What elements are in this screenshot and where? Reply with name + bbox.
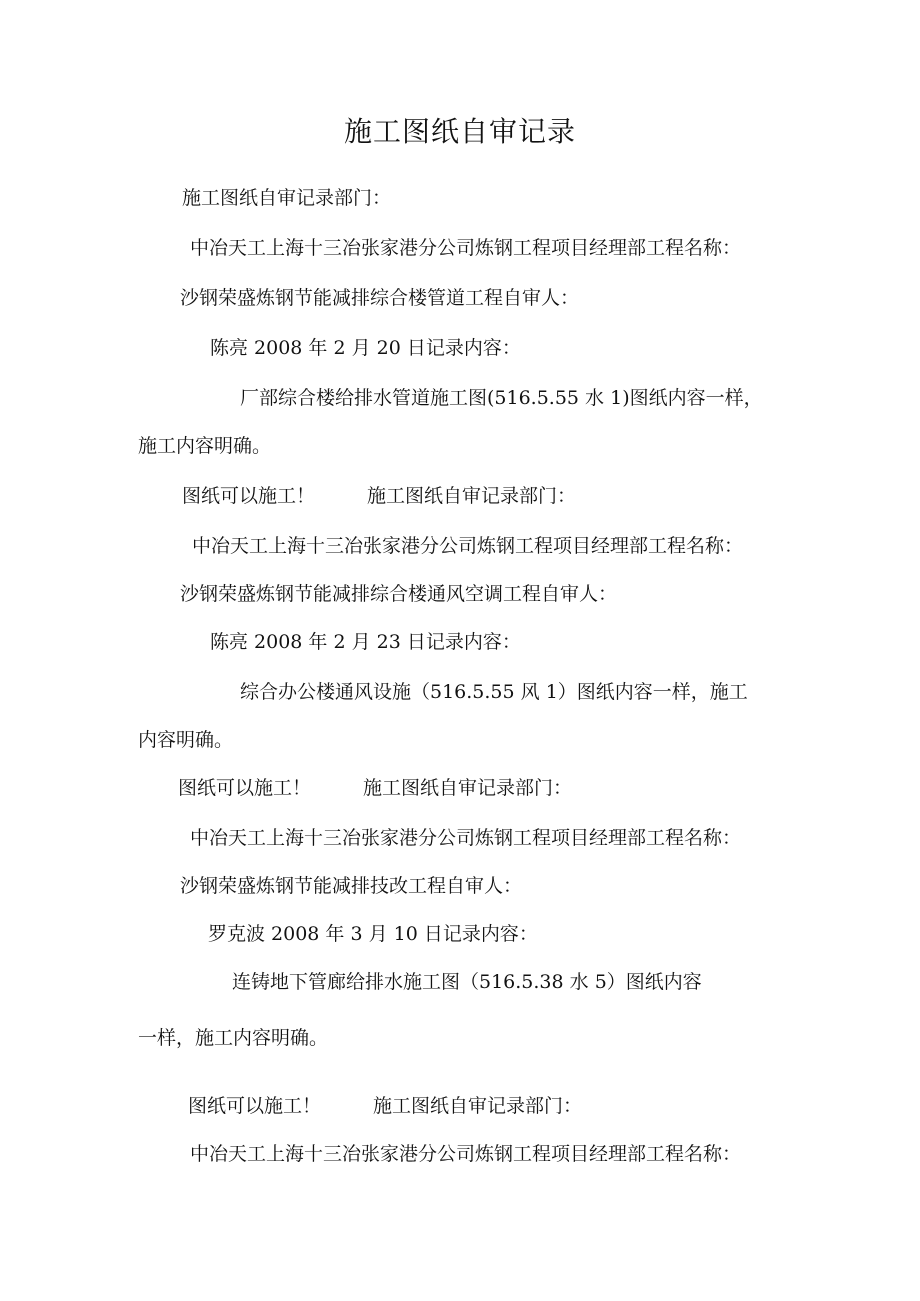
text-line: 沙钢荣盛炼钢节能减排技改工程自审人： [180, 875, 523, 897]
text-line [188, 1094, 582, 1118]
text-line: 施工图纸自审记录部门： [182, 187, 392, 209]
text-line: 中冶天工上海十三冶张家港分公司炼钢工程项目经理部工程名称： [190, 827, 742, 849]
text-line: 陈亮 2008 年 2 月 23 日记录内容： [210, 631, 521, 653]
text-line: 中冶天工上海十三冶张家港分公司炼钢工程项目经理部工程名称： [190, 237, 742, 259]
text-line: 内容明确。 [138, 729, 234, 751]
document-title: 施工图纸自审记录 [343, 115, 576, 148]
text-line: 连铸地下管廊给排水施工图（516.5.38 水 5）图纸内容 [232, 971, 702, 993]
text-segment: 施工图纸自审记录部门： [363, 777, 573, 799]
text-line [182, 484, 576, 508]
text-segment: 图纸可以施工！ [182, 485, 316, 507]
text-line: 一样，施工内容明确。 [138, 1027, 329, 1049]
text-line: 施工内容明确。 [138, 435, 272, 457]
text-line [178, 776, 572, 800]
text-segment: 图纸可以施工！ [188, 1095, 322, 1117]
text-line: 沙钢荣盛炼钢节能减排综合楼通风空调工程自审人： [180, 583, 618, 605]
text-line: 沙钢荣盛炼钢节能减排综合楼管道工程自审人： [180, 287, 580, 309]
text-segment: 施工图纸自审记录部门： [367, 485, 577, 507]
text-segment: 施工图纸自审记录部门： [373, 1095, 583, 1117]
text-line: 综合办公楼通风设施（516.5.55 风 1）图纸内容一样，施工 [240, 681, 748, 703]
text-line: 中冶天工上海十三冶张家港分公司炼钢工程项目经理部工程名称： [190, 1143, 742, 1165]
text-line: 罗克波 2008 年 3 月 10 日记录内容： [208, 923, 538, 945]
text-line: 陈亮 2008 年 2 月 20 日记录内容： [210, 337, 521, 359]
text-segment: 图纸可以施工！ [178, 777, 312, 799]
text-line: 中冶天工上海十三冶张家港分公司炼钢工程项目经理部工程名称： [192, 535, 744, 557]
text-line: 厂部综合楼给排水管道施工图(516.5.55 水 1)图纸内容一样， [240, 387, 763, 409]
